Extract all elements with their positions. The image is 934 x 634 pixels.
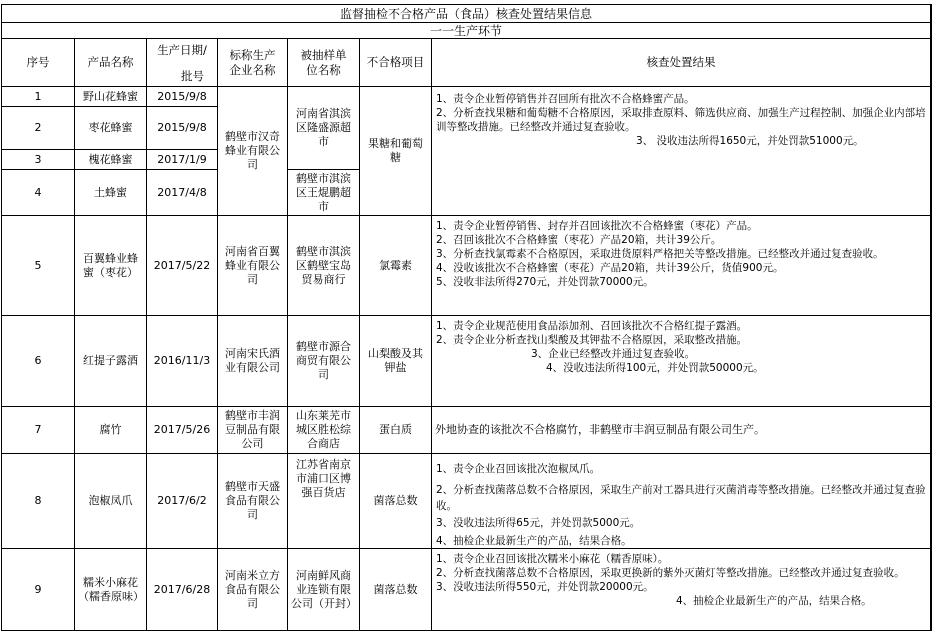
row6-result-line1: 1、责令企业规范使用食品添加剂、召回该批次不合格红提子露酒。: [436, 320, 748, 332]
row2-seq: 2: [2, 107, 75, 150]
row9-producer: 河南米立方食品有限公司: [218, 549, 288, 631]
group-sampled-a: 河南省淇滨区隆盛源超市: [288, 87, 360, 170]
group-sampled-b: 鹤壁市淇滨区王焜鹏超市: [288, 170, 360, 216]
row5-product: 百翼蜂业蜂蜜（枣花）: [75, 216, 147, 316]
section-label: 一一生产环节: [2, 23, 931, 39]
row6-sampled: 鹤壁市源合商贸有限公司: [288, 316, 360, 407]
row5-result-line1: 1、责令企业暂停销售、封存并召回该批次不合格蜂蜜（枣花）产品。: [436, 220, 758, 232]
row5-sampled: 鹤壁市淇滨区鹤壁宝岛贸易商行: [288, 216, 360, 316]
row5-seq: 5: [2, 216, 75, 316]
sheet-title: 监督抽检不合格产品（食品）核查处置结果信息: [2, 5, 931, 23]
group-result-line2: 2、分析查找果糖和葡萄糖不合格原因，采取排查原料、筛选供应商、加强生产过程控制、加强企业内部培训等整改措施。已经整改并通过复查验收。: [436, 107, 926, 133]
row5-item: 氯霉素: [360, 216, 432, 316]
group-item: 果糖和葡萄糖: [360, 87, 432, 216]
row5-result: [432, 216, 931, 316]
row4-product: 土蜂蜜: [75, 170, 147, 216]
row5-result-line3: 3、分析查找氯霉素不合格原因，采取进货原料严格把关等整改措施。已经整改并通过复查验收。: [436, 248, 884, 260]
row9-result-line3: 3、没收违法所得550元，并处罚款20000元。: [436, 581, 654, 593]
row2-date: 2015/9/8: [147, 107, 218, 150]
header-sampled: 被抽样单位名称: [288, 39, 360, 87]
row6-item: 山梨酸及其钾盐: [360, 316, 432, 407]
row5-producer: 河南省百翼蜂业有限公司: [218, 216, 288, 316]
row7-date: 2017/5/26: [147, 407, 218, 454]
row8-product: 泡椒凤爪: [75, 454, 147, 549]
group-producer: 鹤壁市汉奇蜂业有限公司: [218, 87, 288, 216]
row7-product: 腐竹: [75, 407, 147, 454]
row5-result-line5: 5、没收非法所得270元，并处罚款70000元。: [436, 276, 654, 288]
row7-producer: 鹤壁市丰润豆制品有限公司: [218, 407, 288, 454]
row8-result-line1: 1、责令企业召回该批次泡椒凤爪。: [436, 463, 601, 475]
header-seq: 序号: [2, 39, 75, 87]
row8-sampled: 江苏省南京市浦口区博强百货店: [288, 454, 360, 549]
row5-result-line4: 4、没收该批次不合格蜂蜜（枣花）产品20箱，共计39公斤，货值900元。: [436, 262, 784, 274]
header-date: [147, 39, 218, 87]
group-result: [432, 87, 931, 216]
header-date-bottom: 批号: [181, 69, 204, 83]
row8-result: [432, 454, 931, 549]
row9-result-line4: 4、抽检企业最新生产的产品，结果合格。: [676, 595, 872, 607]
row4-seq: 4: [2, 170, 75, 216]
row9-product: 糯米小麻花（糯香原味）: [75, 549, 147, 631]
row6-date: 2016/11/3: [147, 316, 218, 407]
row4-date: 2017/4/8: [147, 170, 218, 216]
row6-seq: 6: [2, 316, 75, 407]
header-result: 核查处置结果: [432, 39, 931, 87]
row9-item: 菌落总数: [360, 549, 432, 631]
row9-result-line1: 1、责令企业召回该批次糯米小麻花（糯香原味）。: [436, 553, 669, 565]
row6-result: [432, 316, 931, 407]
group-result-line1: 1、责令企业暂停销售并召回所有批次不合格蜂蜜产品。: [436, 93, 695, 105]
row8-producer: 鹤壁市天盛食品有限公司: [218, 454, 288, 549]
row1-seq: 1: [2, 87, 75, 107]
row5-date: 2017/5/22: [147, 216, 218, 316]
header-producer: 标称生产企业名称: [218, 39, 288, 87]
row8-seq: 8: [2, 454, 75, 549]
row8-result-line2: 2、分析查找菌落总数不合格原因，采取生产前对工器具进行灭菌消毒等整改措施。已经整改并通过复查验收。: [436, 484, 926, 512]
row8-result-line3: 3、没收违法所得65元，并处罚款5000元。: [436, 517, 641, 529]
row3-seq: 3: [2, 150, 75, 170]
row9-result: [432, 549, 931, 631]
row8-item: 菌落总数: [360, 454, 432, 549]
row7-seq: 7: [2, 407, 75, 454]
row6-result-line4: 4、没收违法所得100元，并处罚款50000元。: [546, 362, 764, 374]
row1-date: 2015/9/8: [147, 87, 218, 107]
group-result-line3: 3、 没收违法所得1650元，并处罚款51000元。: [636, 135, 864, 147]
row6-producer: 河南宋氏酒业有限公司: [218, 316, 288, 407]
row3-product: 槐花蜂蜜: [75, 150, 147, 170]
row6-result-line2: 2、责令企业分析查找山梨酸及其钾盐不合格原因，采取整改措施。: [436, 334, 748, 346]
row1-product: 野山花蜂蜜: [75, 87, 147, 107]
row8-date: 2017/6/2: [147, 454, 218, 549]
row6-result-line3: 3、企业已经整改并通过复查验收。: [531, 348, 696, 360]
row8-result-line4: 4、抽检企业最新生产的产品，结果合格。: [436, 535, 632, 547]
row9-seq: 9: [2, 549, 75, 631]
row6-product: 红提子露酒: [75, 316, 147, 407]
row9-sampled: 河南鲜风商业连锁有限公司（开封）: [288, 549, 360, 631]
row7-sampled: 山东莱芜市城区胜松综合商店: [288, 407, 360, 454]
row5-result-line2: 2、召回该批次不合格蜂蜜（枣花）产品20箱，共计39公斤。: [436, 234, 722, 246]
row9-result-line2: 2、分析查找菌落总数不合格原因，采取更换新的紫外灭菌灯等整改措施。已经整改并通过复查验收。: [436, 567, 905, 579]
row3-date: 2017/1/9: [147, 150, 218, 170]
header-item: 不合格项目: [360, 39, 432, 87]
row7-result: 外地协查的该批次不合格腐竹，非鹤壁市丰润豆制品有限公司生产。: [432, 407, 931, 454]
row2-product: 枣花蜂蜜: [75, 107, 147, 150]
header-date-top: 生产日期/: [157, 43, 207, 57]
row7-item: 蛋白质: [360, 407, 432, 454]
header-product: 产品名称: [75, 39, 147, 87]
row9-date: 2017/6/28: [147, 549, 218, 631]
